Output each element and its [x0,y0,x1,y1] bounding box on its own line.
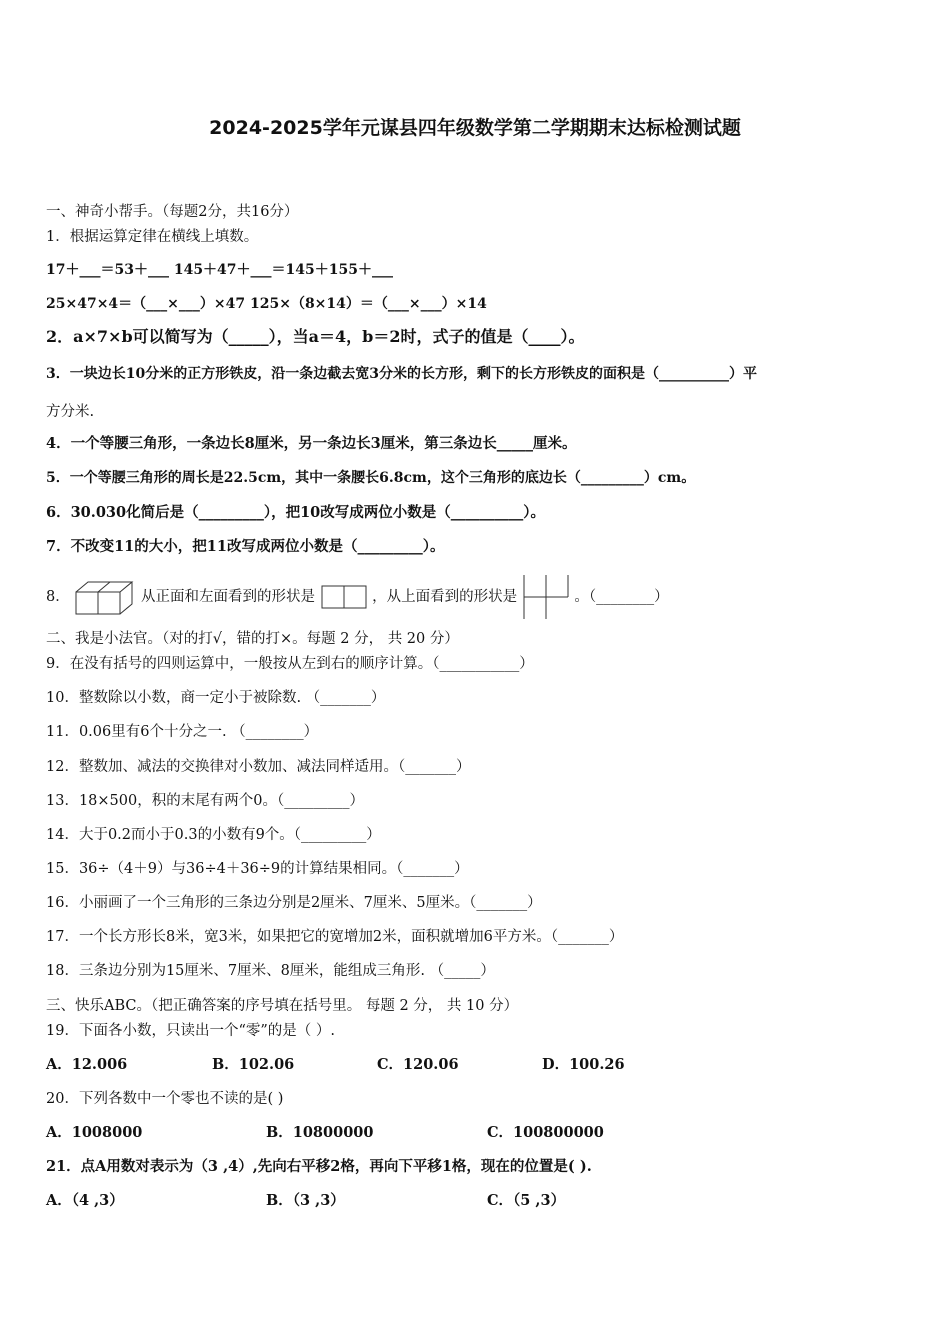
question-8-number: 8． [46,589,70,605]
question-6: 6．30.030化简后是（_________），把10改写成两位小数是（__________）。 [46,504,546,521]
top-view-figure [522,575,570,619]
page-title: 2024-2025学年元谋县四年级数学第二学期期末达标检测试题 [209,117,741,139]
question-8-part-1: 从正面和左面看到的形状是 [140,589,315,605]
question-3-line-1: 3．一块边长10分米的正方形铁皮，沿一条边截去宽3分米的长方形，剩下的长方形铁皮的面积是（__________）平 [46,366,757,382]
question-19-option-a: A．12.006 [46,1056,128,1073]
question-13: 13．18×500，积的末尾有两个0。（_________） [46,793,364,809]
question-16: 16．小丽画了一个三角形的三条边分别是2厘米、7厘米、5厘米。（_______） [46,895,542,911]
question-20-option-a: A．1008000 [46,1124,143,1141]
question-21-option-c: C．（5 ,3） [487,1192,566,1209]
question-15: 15．36÷（4＋9）与36÷4＋36÷9的计算结果相同。（_______） [46,861,469,877]
question-19-option-b: B．102.06 [212,1056,295,1073]
question-21-option-b: B．（3 ,3） [266,1192,345,1209]
question-21-option-a: A．（4 ,3） [46,1192,124,1209]
question-20-option-c: C．100800000 [487,1124,604,1141]
question-19-option-c: C．120.06 [377,1056,459,1073]
section-2-heading: 二、我是小法官。（对的打√，错的打×。每题 2 分， 共 20 分） [46,631,459,647]
question-21-stem: 21．点A用数对表示为（3 ,4）,先向右平移2格，再向下平移1格，现在的位置是( ). [46,1158,592,1175]
question-17: 17．一个长方形长8米，宽3米，如果把它的宽增加2米，面积就增加6平方米。（_______） [46,929,624,945]
question-19-option-d: D．100.26 [542,1056,625,1073]
question-1-stem: 1．根据运算定律在横线上填数。 [46,229,259,245]
question-10: 10．整数除以小数，商一定小于被除数. （_______） [46,690,386,706]
question-5: 5．一个等腰三角形的周长是22.5cm，其中一条腰长6.8cm，这个三角形的底边长（_________）cm。 [46,470,696,486]
front-view-figure [320,584,368,610]
question-19-stem: 19．下面各小数，只读出一个“零”的是（ ）. [46,1023,335,1039]
question-7: 7．不改变11的大小，把11改写成两位小数是（_________）。 [46,538,445,555]
question-8-part-3: 。（________） [574,589,669,605]
question-8-part-2: ，从上面看到的形状是 [372,589,518,605]
question-2: 2．a×7×b可以简写为（_____），当a＝4，b＝2时，式子的值是（____）。 [46,327,585,346]
question-20-option-b: B．10800000 [266,1124,374,1141]
question-11: 11．0.06里有6个十分之一. （________） [46,724,319,740]
question-20-stem: 20．下列各数中一个零也不读的是( ) [46,1091,284,1107]
question-8 [46,575,669,619]
section-1-heading: 一、神奇小帮手。（每题2分，共16分） [46,204,299,220]
section-3-heading: 三、快乐ABC。（把正确答案的序号填在括号里。 每题 2 分， 共 10 分） [46,998,519,1014]
question-3-line-2: 方分米. [46,404,95,420]
question-9: 9．在没有括号的四则运算中，一般按从左到右的顺序计算。（___________） [46,656,534,672]
question-18: 18．三条边分别为15厘米、7厘米、8厘米，能组成三角形. （_____） [46,963,495,979]
question-4: 4．一个等腰三角形，一条边长8厘米，另一条边长3厘米，第三条边长_____厘米。 [46,435,577,452]
cube-stack-figure [74,578,136,616]
question-12: 12．整数加、减法的交换律对小数加、减法同样适用。（_______） [46,759,471,775]
question-14: 14．大于0.2而小于0.3的小数有9个。（_________） [46,827,381,843]
question-1-line-b: 25×47×4＝（___×___）×47 125×（8×14）＝（___×___）×14 [46,296,487,312]
question-1-line-a: 17＋___＝53＋___ 145＋47＋___＝145＋155＋___ [46,262,393,278]
